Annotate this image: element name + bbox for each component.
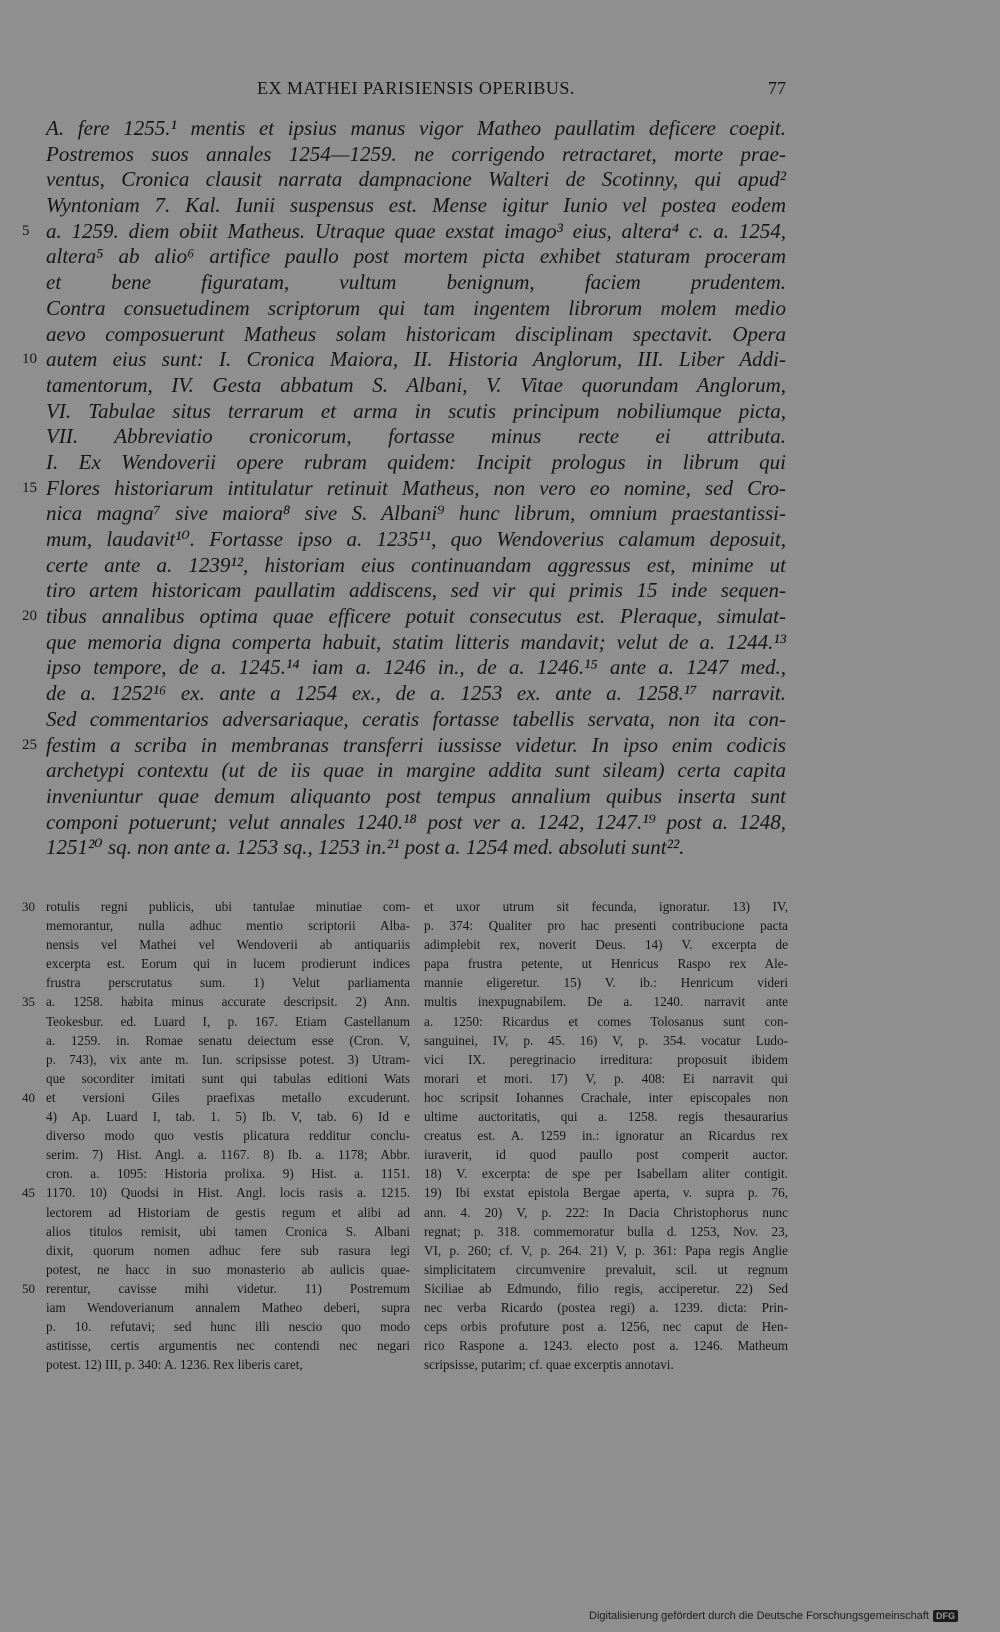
line-text: simplicitatem circumvenire prevaluit, scil. ut regnum [424,1261,788,1277]
footnote-line [46,1107,410,1126]
line-text: et bene figuratam, vultum benignum, faciem prudentem. [46,270,786,295]
line-text: serim. 7) Hist. Angl. a. 1167. 8) Ib. a. 1178; Abbr. [46,1147,410,1163]
main-text-line [46,296,786,322]
line-text: ultime auctoritatis, qui a. 1258. regis thesaurarius [424,1109,788,1125]
footnote-line [46,1203,410,1222]
line-text: astitisse, certis argumentis nec contendi nec negari [46,1338,410,1354]
line-number: 5 [22,222,30,239]
footnote-line [22,1279,410,1298]
line-text: memorantur, nulla adhuc mentio scriptorii Alba- [46,918,410,934]
footnote-line [424,1107,788,1126]
line-text: a. 1259. diem obiit Matheus. Utraque quae exstat imago³ eius, altera⁴ c. a. 1254, [46,218,786,243]
main-text-line [22,475,786,502]
footnote-line [424,1298,788,1317]
line-number: 25 [22,736,37,753]
main-text-line [46,399,786,425]
line-text: VI, p. 260; cf. V, p. 264. 21) V, p. 361: Papa regis Anglie [424,1242,788,1258]
main-text-line [22,218,786,245]
footnote-line [424,935,788,954]
line-text: et versioni Giles praefixas metallo excuderunt. [46,1089,410,1105]
line-text: nec verba Ricardo (postea regi) a. 1239. dicta: Prin- [424,1299,788,1315]
line-text: autem eius sunt: I. Cronica Maiora, II. Historia Anglorum, III. Liber Addi- [46,347,786,372]
line-text: nica magna⁷ sive maiora⁸ sive S. Albani⁹ hunc librum, omnium praestantissi- [46,501,786,526]
main-text-line [22,347,786,373]
line-number: 20 [22,608,37,625]
footnote-line [46,1069,410,1088]
line-text: iuraverit, id quod paullo post comperit auctor. [424,1147,788,1163]
main-text-line [46,142,786,168]
line-number: 35 [22,994,35,1010]
footnotes-right-column [424,897,788,1374]
main-text-line [46,553,786,579]
footnote-line [424,1241,788,1260]
line-text: Teokesbur. ed. Luard I, p. 167. Etiam Castellanum [46,1013,410,1029]
line-text: Siciliae ab Edmundo, filio regis, acciperetur. 22) Sed [424,1280,788,1296]
footnote-line [424,1031,788,1050]
line-text: p. 374: Qualiter pro hac presenti contribucione pacta [424,918,788,934]
main-text-line [46,424,786,450]
line-text: 18) V. excerpta: de spe per Isabellam aliter contigit. [424,1166,788,1182]
main-text-line [46,707,786,733]
line-text: Flores historiarum intitulatur retinuit Matheus, non vero eo nomine, sed Cro- [46,475,786,500]
main-text-line [46,810,786,836]
line-text: scripsisse, putarim; cf. quae excerptis annotavi. [424,1357,674,1373]
line-text: aevo composuerunt Matheus solam historicam disciplinam spectavit. Opera [46,321,786,346]
line-text: lectorem ad Historiam de gestis regum et alibi ad [46,1204,410,1220]
footnote-line [46,1031,410,1050]
footnote-line [46,1317,410,1336]
line-text: A. fere 1255.¹ mentis et ipsius manus vigor Matheo paullatim deficere coepit. [46,116,786,140]
line-text: morari et mori. 17) V, p. 408: Ei narravit qui [424,1070,788,1086]
line-text: inveniuntur quae demum aliquanto post tempus annalium quibus inserta sunt [46,783,786,808]
main-text-line [46,116,786,142]
footnote-line [46,1012,410,1031]
line-text: hoc scripsit Iohannes Crachale, inter episcopales non [424,1089,788,1105]
footnote-line [46,1164,410,1183]
footnote-line [424,1164,788,1183]
line-text: ventus, Cronica clausit narrata dampnacione Walteri de Scotinny, qui apud² [46,167,786,192]
line-text: tiro artem historicam paullatim addiscens, sed vir qui primis 15 inde sequen- [46,578,786,603]
line-text: a. 1250: Ricardus et comes Tolosanus sunt con- [424,1013,788,1029]
line-text: mannie eligeretur. 15) V. ib.: Henricum videri [424,975,788,991]
line-text: 1251²⁰ sq. non ante a. 1253 sq., 1253 in.²¹ post a. 1254 med. absoluti sunt²². [46,835,685,860]
line-text: adimplebit rex, noverit Deus. 14) V. excerpta de [424,937,788,953]
line-text: Wyntoniam 7. Kal. Iunii suspensus est. Mense igitur Iunio vel postea eodem [46,193,786,218]
main-text-line [46,373,786,399]
footnote-line [424,1222,788,1241]
line-text: excerpta est. Eorum qui in lucem prodierunt indices [46,956,410,972]
footnote-line [424,1355,788,1374]
line-text: Postremos suos annales 1254—1259. ne corrigendo retractaret, morte prae- [46,141,786,166]
line-text: regnat; p. 318. commemoratur bulla d. 1253, Nov. 23, [424,1223,788,1239]
footnote-line [424,1336,788,1355]
line-text: nensis vel Mathei vel Wendoverii ab antiquariis [46,937,410,953]
line-text: que socorditer imitati sunt qui tabulas editioni Wats [46,1070,410,1086]
footnote-line [424,1069,788,1088]
footnote-line [46,954,410,973]
main-text-line [46,527,786,553]
line-text: rico Raspone a. 1243. electo post a. 1246. Matheum [424,1338,788,1354]
footnote-line [46,1241,410,1260]
main-text-line [46,578,786,604]
main-text-line [46,784,786,810]
footnote-line [424,992,788,1011]
line-text: potest. 12) III, p. 340: A. 1236. Rex liberis caret, [46,1357,303,1373]
line-text: a. 1258. habita minus accurate descripsit. 2) Ann. [46,994,410,1010]
footnote-line [424,1279,788,1298]
line-text: I. Ex Wendoverii opere rubram quidem: Incipit prologus in librum qui [46,449,786,474]
main-text-line [46,501,786,527]
line-text: papa frustra petente, ut Henricus Raspo rex Ale- [424,956,788,972]
line-text: Sed commentarios adversariaque, ceratis fortasse tabellis servata, non ita con- [46,706,786,731]
line-text: VII. Abbreviatio cronicorum, fortasse minus recte ei attributa. [46,424,786,449]
main-text-line [46,270,786,296]
footnote-line [424,1317,788,1336]
main-text-line [46,758,786,784]
page-number: 77 [768,78,786,98]
line-text: de a. 1252¹⁶ ex. ante a 1254 ex., de a. 1253 ex. ante a. 1258.¹⁷ narravit. [46,681,786,706]
line-text: festim a scriba in membranas transferri iussisse videtur. In ipso enim codicis [46,732,786,757]
main-text-line [22,604,786,630]
line-number: 30 [22,899,35,914]
line-text: archetypi contextu (ut de iis quae in margine addita sunt sileam) certa capita [46,758,786,783]
line-text: iam Wendoverianum annalem Matheo deberi, supra [46,1299,410,1315]
line-text: 1170. 10) Quodsi in Hist. Angl. locis rasis a. 1215. [46,1185,410,1201]
line-text: multis inexpugnabilem. De a. 1240. narravit ante [424,994,788,1010]
line-text: 4) Ap. Luard I, tab. 1. 5) Ib. V, tab. 6) Id e [46,1109,410,1125]
footnote-line [46,1145,410,1164]
footnote-line [424,1012,788,1031]
line-text: VI. Tabulae situs terrarum et arma in scutis principum nobiliumque picta, [46,398,786,423]
line-number: 15 [22,479,37,496]
footnote-line [424,1145,788,1164]
line-text: rotulis regni publicis, ubi tantulae minutiae com- [46,899,410,914]
main-text-line [46,322,786,348]
line-text: componi potuerunt; velut annales 1240.¹⁸ post ver a. 1242, 1247.¹⁹ post a. 1248, [46,809,786,834]
main-text-line [22,732,786,759]
line-text: diverso modo quo vestis plicatura redditur conclu- [46,1128,410,1144]
footnotes-left-column [22,897,410,1374]
main-text-line [46,681,786,707]
line-text: p. 743), vix ante m. Iun. scripsisse potest. 3) Utram- [46,1051,410,1067]
footnote-line [424,916,788,935]
footnote-line [424,973,788,992]
line-number: 50 [22,1280,35,1296]
footnote-line [22,1183,410,1202]
running-title: EX MATHEI PARISIENSIS OPERIBUS. [257,78,575,98]
main-text-line [46,630,786,656]
main-text-line [46,450,786,476]
main-text-line [46,835,786,861]
footnote-line [424,1126,788,1145]
line-text: sanguinei, IV, p. 45. 16) V, p. 354. vocatur Ludo- [424,1032,788,1048]
footnote-line [424,1260,788,1279]
line-text: Contra consuetudinem scriptorum qui tam ingentem librorum molem medio [46,295,786,320]
line-text: a. 1259. in. Romae senatu deiectum esse (Cron. V, [46,1032,410,1048]
main-text-line [46,167,786,193]
footnote-line [46,1222,410,1241]
footnote-line [46,1298,410,1317]
footnote-line [46,1355,410,1374]
footnote-line [424,1088,788,1107]
footnote-line [46,1126,410,1145]
credit-text: Digitalisierung gefördert durch die Deutsche Forschungsgemeinschaft [589,1610,929,1622]
dfg-logo: DFG [933,1610,958,1622]
line-number: 45 [22,1185,35,1201]
footnote-line [46,935,410,954]
digitization-credit [589,1610,958,1622]
line-text: et uxor utrum sit fecunda, ignoratur. 13) IV, [424,899,788,914]
line-text: certe ante a. 1239¹², historiam eius continuandam aggressus est, minime ut [46,552,786,577]
footnote-line [46,1260,410,1279]
line-number: 40 [22,1089,35,1105]
line-number: 10 [22,351,37,368]
line-text: potest, ne hacc in suo monasterio ab aulicis quae- [46,1261,410,1277]
main-text-line [46,655,786,681]
footnote-line [424,897,788,916]
line-text: ipso tempore, de a. 1245.¹⁴ iam a. 1246 in., de a. 1246.¹⁵ ante a. 1247 med., [46,655,786,680]
line-text: ann. 4. 20) V, p. 222: In Dacia Christophorus nunc [424,1204,788,1220]
line-text: dixit, quorum nomen adhuc fere sub rasura legi [46,1242,410,1258]
footnote-line [424,1183,788,1202]
line-text: alios titulos remisit, ubi tamen Cronica S. Albani [46,1223,410,1239]
line-text: 19) Ibi exstat epistola Bergae aperta, v. supra p. 76, [424,1185,788,1201]
line-text: p. 10. refutavi; sed hunc illi nescio quo modo [46,1319,410,1335]
footnote-line [22,992,410,1011]
line-text: vici IX. peregrinacio irreditura: proposuit ibidem [424,1051,788,1067]
footnote-line [46,1336,410,1355]
page-header [46,78,786,106]
line-text: rerentur, cavisse mihi videtur. 11) Postremum [46,1280,410,1296]
line-text: tibus annalibus optima quae efficere potuit consecutus est. Pleraque, simulat- [46,604,786,629]
footnote-line [22,897,410,916]
footnote-line [46,973,410,992]
footnote-line [424,954,788,973]
line-text: creatus est. A. 1259 in.: ignoratur an Ricardus rex [424,1128,788,1144]
main-text-body [22,116,786,861]
line-text: tamentorum, IV. Gesta abbatum S. Albani, V. Vitae quorundam Anglorum, [46,372,786,397]
footnote-line [46,916,410,935]
footnote-line [424,1050,788,1069]
line-text: mum, laudavit¹⁰. Fortasse ipso a. 1235¹¹, quo Wendoverius calamum deposuit, [46,527,786,551]
line-text: cron. a. 1095: Historia prolixa. 9) Hist. a. 1151. [46,1166,410,1182]
footnote-line [424,1203,788,1222]
line-text: que memoria digna comperta habuit, statim litteris mandavit; velut de a. 1244.¹³ [46,629,786,654]
line-text: frustra perscrutatus sum. 1) Velut parliamenta [46,975,410,991]
footnote-line [22,1088,410,1107]
line-text: ceps orbis profuture post a. 1256, nec caput de Hen- [424,1319,788,1335]
footnote-line [46,1050,410,1069]
line-text: altera⁵ ab alio⁶ artifice paullo post mortem picta exhibet staturam proceram [46,244,786,269]
main-text-line [46,193,786,219]
main-text-line [46,244,786,270]
